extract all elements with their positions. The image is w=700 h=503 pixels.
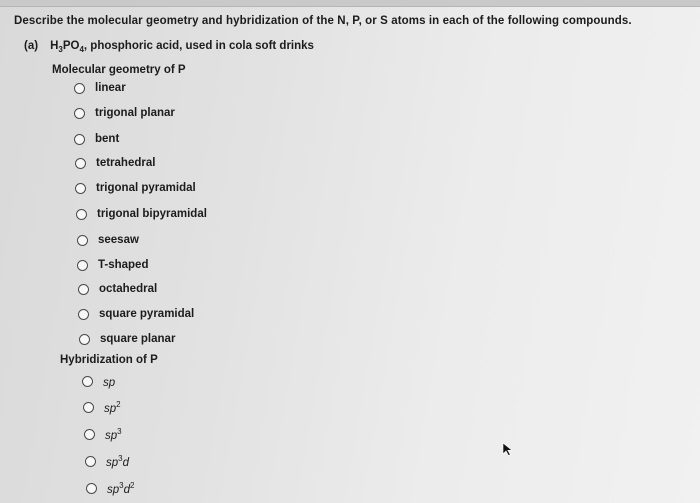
radio-circle-icon[interactable] xyxy=(77,235,88,246)
formula-po: PO xyxy=(62,40,80,52)
geometry-option-trigonal-bipyramidal[interactable] xyxy=(76,205,207,223)
geometry-option-square-pyramidal[interactable] xyxy=(78,305,194,323)
hybridization-option-label: sp xyxy=(103,376,116,389)
geometry-option-label: tetrahedral xyxy=(96,157,156,169)
geometry-option-label: trigonal planar xyxy=(95,107,175,119)
geometry-option-bent[interactable] xyxy=(74,130,119,148)
part-a-heading xyxy=(24,40,314,54)
hybridization-option-label: $sp^3d^2$ xyxy=(107,480,135,496)
geometry-option-octahedral[interactable] xyxy=(78,280,157,298)
radio-circle-icon[interactable] xyxy=(75,183,86,194)
radio-circle-icon[interactable] xyxy=(74,108,85,119)
radio-circle-icon[interactable] xyxy=(79,334,90,345)
geometry-option-square-planar[interactable] xyxy=(79,330,175,348)
geometry-option-seesaw[interactable] xyxy=(77,231,139,249)
radio-circle-icon[interactable] xyxy=(83,402,94,413)
formula-o-subscript: 4 xyxy=(79,45,84,54)
geometry-option-label: seesaw xyxy=(98,234,139,246)
hybridization-option-sp[interactable] xyxy=(82,372,115,390)
hybridization-option-label: $sp^3$ xyxy=(105,426,122,442)
geometry-option-label: square planar xyxy=(100,333,176,345)
part-a-tag: (a) xyxy=(24,40,39,52)
question-prompt: Describe the molecular geometry and hybridization of the N, P, or S atoms in each of the following compounds. xyxy=(14,15,632,27)
hybridization-label: Hybridization of P xyxy=(60,354,158,366)
geometry-option-trigonal-planar[interactable] xyxy=(74,104,175,122)
geometry-option-t-shaped[interactable] xyxy=(77,256,148,274)
geometry-option-linear[interactable] xyxy=(74,79,126,97)
radio-circle-icon[interactable] xyxy=(74,134,85,145)
geometry-option-trigonal-pyramidal[interactable] xyxy=(75,179,196,197)
radio-circle-icon[interactable] xyxy=(82,376,93,387)
hybridization-option-sp2[interactable] xyxy=(83,398,121,416)
geometry-option-label: trigonal pyramidal xyxy=(96,182,196,194)
radio-circle-icon[interactable] xyxy=(74,83,85,94)
hybridization-option-sp3d[interactable] xyxy=(85,452,129,470)
formula-h-subscript: 3 xyxy=(58,45,63,54)
compound-description: , phosphoric acid, used in cola soft drinks xyxy=(83,40,314,52)
geometry-label: Molecular geometry of P xyxy=(52,64,186,76)
top-border xyxy=(0,0,700,7)
radio-circle-icon[interactable] xyxy=(86,483,97,494)
hybridization-option-sp3[interactable] xyxy=(84,425,122,443)
radio-circle-icon[interactable] xyxy=(76,209,87,220)
radio-circle-icon[interactable] xyxy=(84,429,95,440)
hybridization-option-label: $sp^2$ xyxy=(104,399,121,415)
hybridization-option-sp3d2[interactable] xyxy=(86,479,134,497)
geometry-option-label: bent xyxy=(95,133,120,145)
geometry-option-tetrahedral[interactable] xyxy=(75,154,155,172)
geometry-option-label: linear xyxy=(95,82,126,94)
geometry-option-label: octahedral xyxy=(99,283,158,295)
hybridization-option-label: $sp^3d$ xyxy=(106,453,130,469)
radio-circle-icon[interactable] xyxy=(85,456,96,467)
mouse-pointer-icon xyxy=(502,442,514,456)
geometry-option-label: T-shaped xyxy=(98,259,149,271)
radio-circle-icon[interactable] xyxy=(75,158,86,169)
geometry-option-label: trigonal bipyramidal xyxy=(97,208,207,220)
radio-circle-icon[interactable] xyxy=(77,260,88,271)
radio-circle-icon[interactable] xyxy=(78,309,89,320)
radio-circle-icon[interactable] xyxy=(78,284,89,295)
formula-h: H xyxy=(50,40,59,52)
geometry-option-label: square pyramidal xyxy=(99,308,195,320)
